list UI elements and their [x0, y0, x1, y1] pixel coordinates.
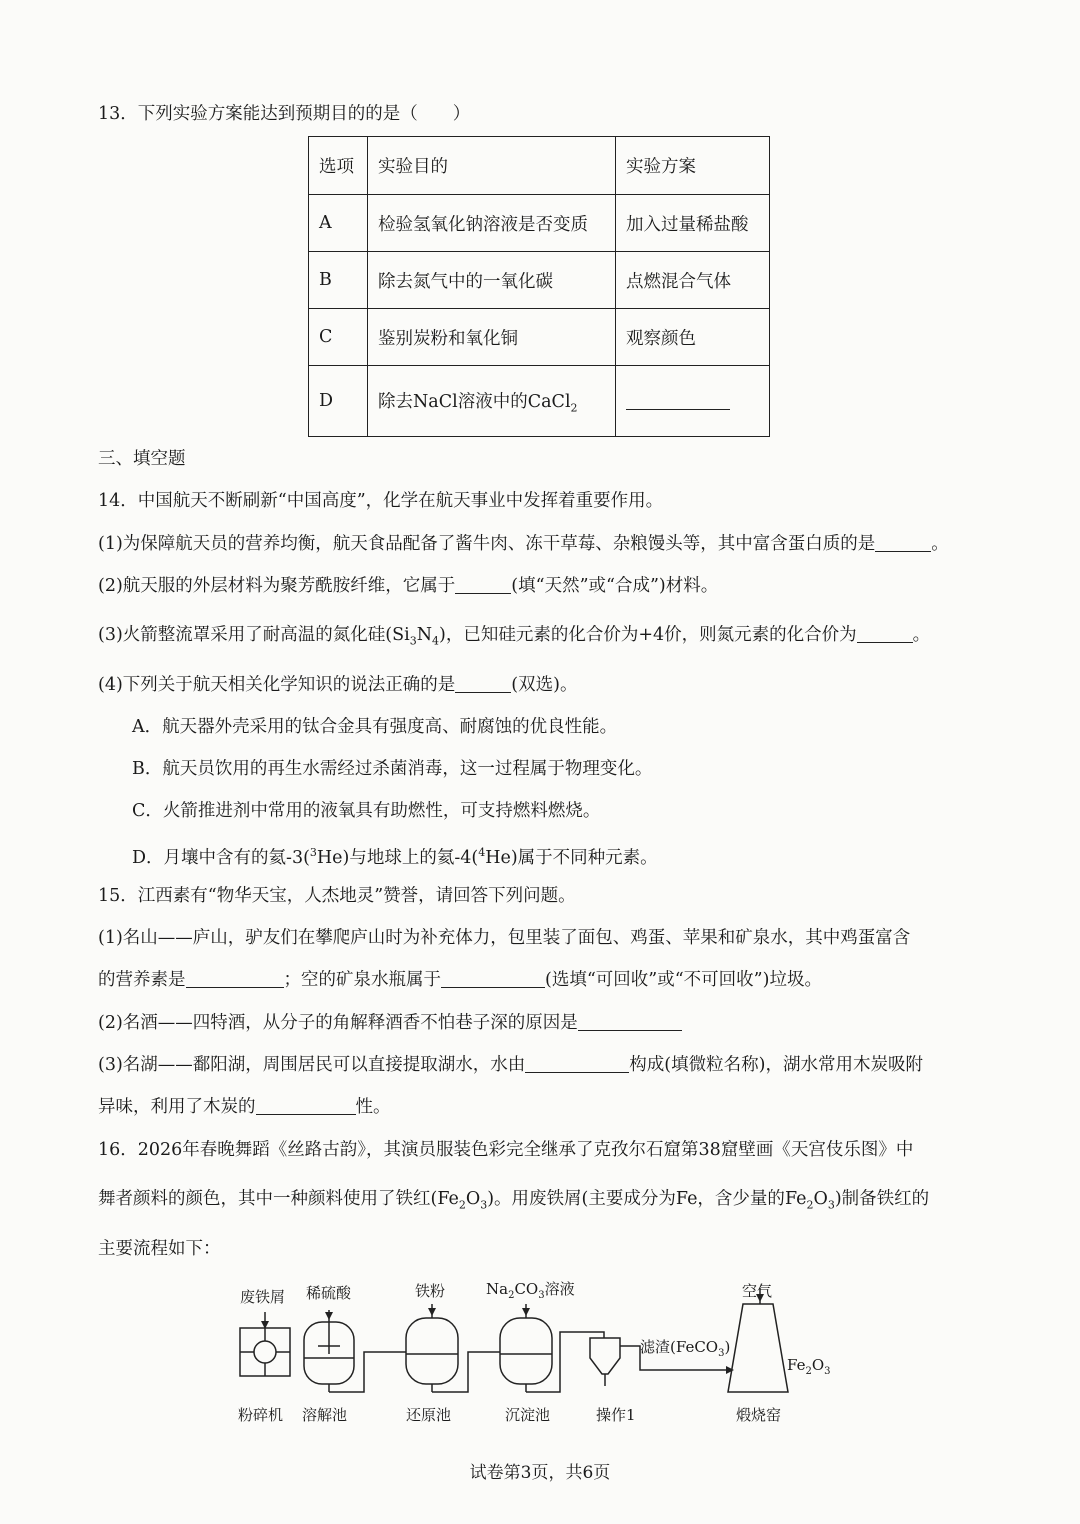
formula: He — [485, 847, 511, 868]
part-text: (3)名湖——鄱阳湖，周围居民可以直接提取湖水，水由 — [98, 1055, 526, 1075]
superscript: 4 — [478, 846, 486, 859]
q14-part3 — [98, 623, 930, 654]
subscript: 2 — [508, 1290, 515, 1301]
answer-blank[interactable] — [578, 1012, 682, 1031]
choice-a: A．航天器外壳采用的钛合金具有强度高、耐腐蚀的优良性能。 — [132, 717, 618, 737]
label-precip: 沉淀池 — [505, 1406, 551, 1424]
answer-blank[interactable] — [626, 391, 730, 410]
q15-part3b — [98, 1095, 391, 1119]
answer-blank[interactable] — [256, 1096, 356, 1115]
label-iron-powder: 铁粉 — [415, 1282, 446, 1300]
q15-part2 — [98, 1011, 682, 1035]
q13-table — [308, 136, 770, 437]
arrow-head — [522, 1308, 530, 1316]
part-end: 。 — [912, 625, 931, 645]
table-cell-purpose — [368, 366, 616, 437]
choice-b: B．航天员饮用的再生水需经过杀菌消毒，这一过程属于物理变化。 — [132, 759, 653, 779]
part-text: (选填“可回收”或“不可回收”)垃圾。 — [545, 970, 822, 990]
q14-part2 — [98, 574, 718, 598]
kiln-body — [728, 1304, 788, 1392]
answer-blank[interactable] — [441, 969, 545, 988]
label-product — [787, 1356, 831, 1377]
q13-stem: 13．下列实验方案能达到预期目的的是（ ） — [98, 104, 471, 124]
formula: Fe — [784, 1189, 807, 1209]
table-cell-plan: 观察颜色 — [616, 309, 770, 366]
subscript: 3 — [824, 1366, 831, 1377]
table-header-row — [309, 137, 770, 195]
q14-part1 — [98, 532, 949, 556]
part-text: ；空的矿泉水瓶属于 — [283, 970, 441, 990]
label-crusher: 粉碎机 — [238, 1406, 284, 1424]
formula: O — [465, 1189, 481, 1209]
answer-blank[interactable] — [875, 533, 931, 552]
answer-blank[interactable] — [186, 969, 284, 988]
table-header-option: 选项 — [309, 137, 368, 195]
formula: Fe — [787, 1356, 806, 1374]
answer-blank[interactable] — [455, 575, 511, 594]
label-waste-iron: 废铁屑 — [240, 1288, 286, 1306]
table-header-purpose: 实验目的 — [368, 137, 616, 195]
part-end: 。 — [931, 534, 949, 554]
formula: O — [813, 1189, 828, 1209]
subscript: 2 — [458, 1198, 466, 1212]
table-cell-option: C — [309, 309, 368, 366]
subscript: 4 — [432, 634, 440, 648]
arrow-head — [428, 1308, 436, 1316]
precip-tank — [500, 1318, 552, 1384]
part-text: 的营养素是 — [98, 970, 186, 990]
label-dilute-acid: 稀硫酸 — [306, 1284, 352, 1302]
part-text: 舞者颜料的颜色，其中一种颜料使用了铁红( — [98, 1189, 438, 1209]
formula: ) — [724, 1338, 731, 1356]
part-text: (双选)。 — [511, 675, 578, 695]
table-cell-purpose: 除去氮气中的一氧化碳 — [368, 252, 616, 309]
pipe-to-precip — [432, 1352, 500, 1392]
part-text: (1)为保障航天员的营养均衡，航天食品配备了酱牛肉、冻干草莓、杂粮馒头等，其中富含蛋白质的是 — [98, 534, 876, 554]
part-text: 构成(填微粒名称)，湖水常用木炭吸附 — [629, 1055, 923, 1075]
filter-funnel — [590, 1338, 620, 1374]
q15-part1b — [98, 968, 822, 992]
choice-text: )属于不同种元素。 — [510, 847, 658, 868]
formula: Fe — [437, 1189, 459, 1209]
part-text: 性。 — [355, 1097, 391, 1117]
q16-line3: 主要流程如下： — [98, 1239, 221, 1259]
subscript: 2 — [570, 401, 578, 415]
table-cell-plan: 点燃混合气体 — [616, 252, 770, 309]
purpose-text: 除去NaCl溶液中的CaCl — [378, 391, 571, 412]
table-cell-purpose: 检验氢氧化钠溶液是否变质 — [368, 195, 616, 252]
crusher-rotor — [254, 1341, 276, 1363]
part-text: 异味，利用了木炭的 — [98, 1097, 256, 1117]
q14-part4 — [98, 673, 577, 697]
formula: Na — [486, 1280, 509, 1298]
part-text: )制备铁红的 — [834, 1189, 930, 1209]
table-row — [309, 309, 770, 366]
subscript: 3 — [480, 1198, 488, 1212]
superscript: 3 — [309, 846, 317, 859]
subscript: 3 — [718, 1348, 725, 1359]
choice-text: )与地球上的氦-4( — [342, 847, 479, 868]
part-text: (2)名酒——四特酒，从分子的角解释酒香不怕巷子深的原因是 — [98, 1013, 578, 1033]
subscript: 2 — [805, 1366, 812, 1377]
label-residue — [640, 1338, 730, 1359]
q15-stem: 15．江西素有“物华天宝，人杰地灵”赞誉，请回答下列问题。 — [98, 886, 576, 906]
q15-part1a: (1)名山——庐山，驴友们在攀爬庐山时为补充体力，包里装了面包、鸡蛋、苹果和矿泉水，其中鸡蛋富含 — [98, 928, 911, 948]
table-cell-plan — [616, 366, 770, 437]
arrow-head — [325, 1312, 333, 1320]
part-text: (4)下列关于航天相关化学知识的说法正确的是 — [98, 675, 456, 695]
answer-blank[interactable] — [525, 1054, 629, 1073]
subscript: 2 — [806, 1198, 814, 1212]
table-cell-purpose: 鉴别炭粉和氧化铜 — [368, 309, 616, 366]
process-flow-diagram — [230, 1274, 850, 1434]
part-text: (2)航天服的外层材料为聚芳酰胺纤维，它属于 — [98, 576, 456, 596]
q16-line1: 16．2026年春晚舞蹈《丝路古韵》，其演员服装色彩完全继承了克孜尔石窟第38窟壁画《天宫伎乐图》中 — [98, 1140, 914, 1160]
table-cell-option: B — [309, 252, 368, 309]
section-heading: 三、填空题 — [98, 449, 186, 469]
label-reduce: 还原池 — [406, 1406, 452, 1424]
subscript: 3 — [827, 1198, 835, 1212]
label-op1: 操作1 — [596, 1406, 636, 1424]
formula: He — [316, 847, 343, 868]
formula: 滤渣(FeCO — [640, 1338, 719, 1356]
formula: Si — [392, 625, 410, 645]
table-row — [309, 195, 770, 252]
part-text: )。用废铁屑(主要成分为Fe，含少量的 — [487, 1189, 785, 1209]
q16-line2 — [98, 1187, 929, 1218]
subscript: 3 — [409, 634, 417, 648]
choice-d — [132, 841, 658, 870]
formula: N — [416, 625, 433, 645]
table-cell-option: D — [309, 366, 368, 437]
page-footer: 试卷第3页，共6页 — [469, 1463, 611, 1483]
q14-stem: 14．中国航天不断刷新“中国高度”，化学在航天事业中发挥着重要作用。 — [98, 491, 664, 511]
label-air: 空气 — [742, 1282, 773, 1300]
part-text: )，已知硅元素的化合价为+4价，则氮元素的化合价为 — [439, 625, 857, 645]
formula: 溶液 — [544, 1280, 575, 1298]
formula: O — [811, 1356, 825, 1374]
formula: CO — [514, 1280, 539, 1298]
part-text: (填“天然”或“合成”)材料。 — [511, 576, 719, 596]
answer-blank[interactable] — [455, 674, 511, 693]
reduce-tank — [406, 1318, 458, 1384]
table-row — [309, 252, 770, 309]
table-cell-plan: 加入过量稀盐酸 — [616, 195, 770, 252]
label-na2co3 — [486, 1280, 575, 1301]
table-header-plan: 实验方案 — [616, 137, 770, 195]
answer-blank[interactable] — [857, 624, 913, 643]
subscript: 3 — [538, 1290, 545, 1301]
q15-part3a — [98, 1053, 923, 1077]
label-kiln: 煅烧窑 — [736, 1406, 782, 1424]
part-text: (3)火箭整流罩采用了耐高温的氮化硅( — [98, 625, 393, 645]
choice-text: D．月壤中含有的氦-3( — [132, 847, 310, 868]
label-dissolve: 溶解池 — [302, 1406, 348, 1424]
table-cell-option: A — [309, 195, 368, 252]
table-row — [309, 366, 770, 437]
choice-c: C．火箭推进剂中常用的液氧具有助燃性，可支持燃料燃烧。 — [132, 801, 601, 821]
